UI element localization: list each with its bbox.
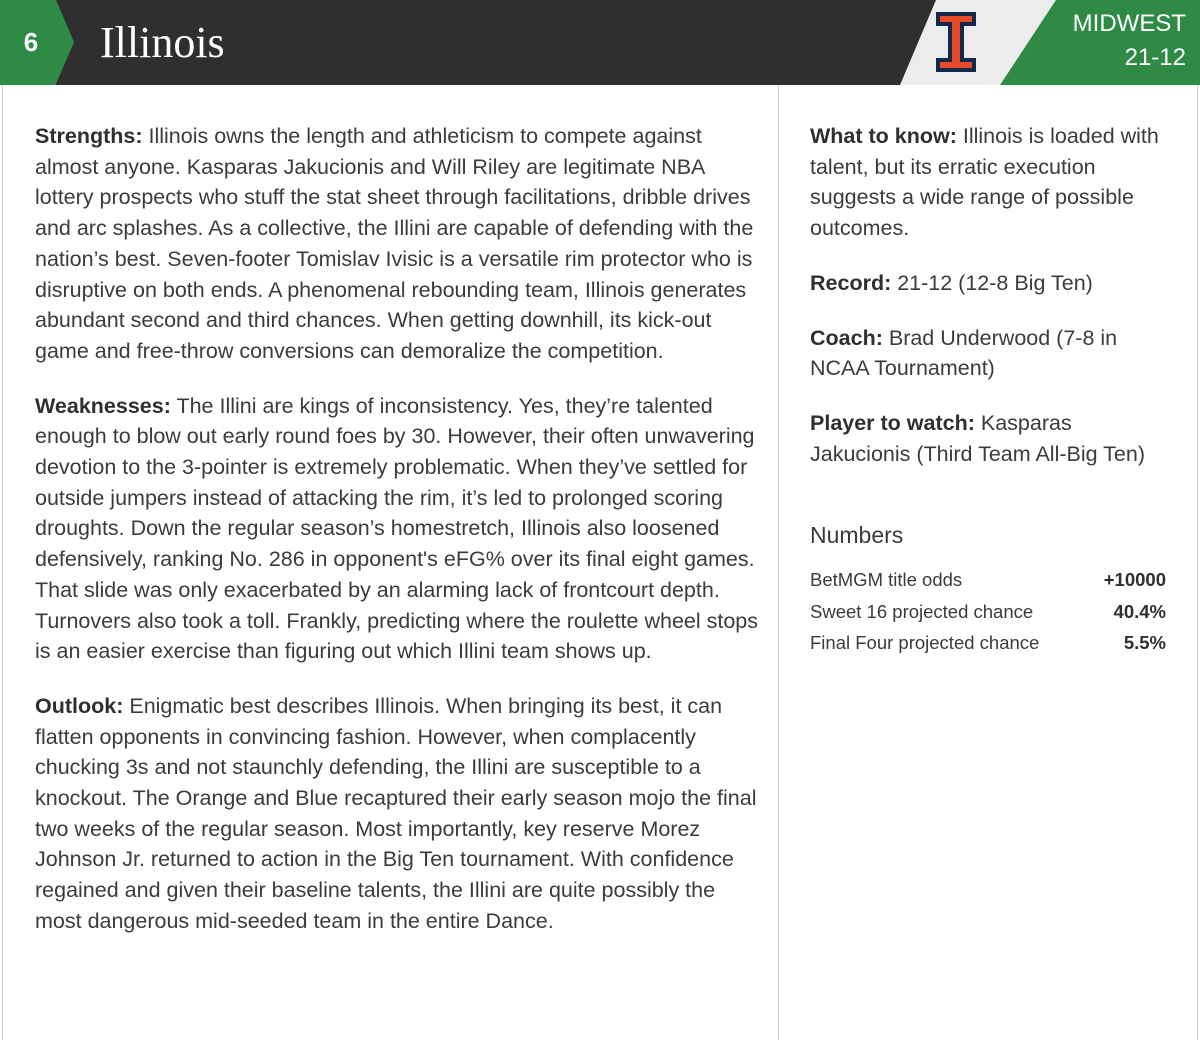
outlook-paragraph <box>35 691 765 937</box>
numbers-row-value: +10000 <box>1103 569 1166 590</box>
numbers-row <box>810 564 1166 596</box>
frame-right-border <box>1197 85 1198 1040</box>
outlook-label: Outlook: <box>35 693 124 718</box>
team-header <box>0 0 1200 85</box>
team-name: Illinois <box>100 18 225 67</box>
numbers-row-value: 40.4% <box>1113 600 1166 622</box>
coach-paragraph <box>810 323 1170 384</box>
what-to-know-text: Illinois is loaded with talent, but its erratic execution suggests a wide range of possible outcomes. <box>810 124 1159 241</box>
numbers-row-label: Final Four projected chance <box>810 632 1040 653</box>
coach-label: Coach: <box>810 325 883 350</box>
weaknesses-paragraph <box>35 391 765 667</box>
illinois-block-i-logo-icon <box>934 10 978 74</box>
player-to-watch-label: Player to watch: <box>810 410 975 435</box>
numbers-table <box>810 564 1166 659</box>
numbers-row <box>810 596 1166 628</box>
numbers-row-label: BetMGM title odds <box>810 569 963 590</box>
region-record: 21-12 <box>1124 44 1186 71</box>
numbers-heading: Numbers <box>810 522 904 548</box>
what-to-know-label: What to know: <box>810 124 957 148</box>
record-paragraph <box>810 268 1170 299</box>
record-text: 21-12 (12-8 Big Ten) <box>891 270 1093 295</box>
weaknesses-text: The Illini are kings of inconsistency. Yes, they’re talented enough to blow out early round foes by 30. However, their often unwavering devotion to the 3-pointer is extremely problematic. When they’ve settled for outside jumpers instead of attacking the rim, it’s led to prolonged scoring droughts. Down the regular season’s homestretch, Illinois also loosened defensively, ranking No. 286 in opponent's eFG% over its final eight games. That slide was only exacerbated by an alarming lack of frontcourt depth. Turnovers also took a toll. Frankly, predicting where the roulette wheel stops is an easier exercise than figuring out which Illini team shows up. <box>35 393 758 664</box>
region-name: MIDWEST <box>1072 10 1186 37</box>
record-label: Record: <box>810 270 892 295</box>
what-to-know-paragraph <box>810 121 1170 244</box>
strengths-label: Strengths: <box>35 124 143 148</box>
numbers-row-label: Sweet 16 projected chance <box>810 600 1034 622</box>
weaknesses-label: Weaknesses: <box>35 393 171 418</box>
frame-left-border <box>2 85 3 1040</box>
player-to-watch-paragraph <box>810 408 1170 469</box>
seed-number: 6 <box>23 27 39 57</box>
coach-text: Brad Underwood (7-8 in NCAA Tournament) <box>810 325 1118 381</box>
player-to-watch-text: Kasparas Jakucionis (Third Team All-Big Ten) <box>810 410 1145 466</box>
strengths-paragraph <box>35 121 765 367</box>
numbers-row-value: 5.5% <box>1123 632 1166 653</box>
strengths-text: Illinois owns the length and athleticism to compete against almost anyone. Kasparas Jakucionis and Will Riley are legitimate NBA lottery prospects who stuff the stat sheet through facilitations, dribble drives and arc splashes. As a collective, the Illini are capable of defending with the nation’s best. Seven-footer Tomislav Ivisic is a versatile rim protector who is disruptive on both ends. A phenomenal rebounding team, Illinois generates abundant second and third chances. When getting downhill, its kick-out game and free-throw conversions can demoralize the competition. <box>35 124 754 363</box>
outlook-text: Enigmatic best describes Illinois. When bringing its best, it can flatten opponents in convincing fashion. However, when complacently chucking 3s and not staunchly defending, the Illini are susceptible to a knockout. The Orange and Blue recaptured their early season mojo the final two weeks of the regular season. Most importantly, key reserve Morez Johnson Jr. returned to action in the Big Ten tournament. With confidence regained and given their baseline talents, the Illini are quite possibly the most dangerous mid-seeded team in the entire Dance. <box>35 693 757 933</box>
column-divider <box>778 85 779 1040</box>
sidebar-column <box>810 121 1170 493</box>
numbers-row <box>810 627 1166 659</box>
main-column <box>35 121 765 961</box>
